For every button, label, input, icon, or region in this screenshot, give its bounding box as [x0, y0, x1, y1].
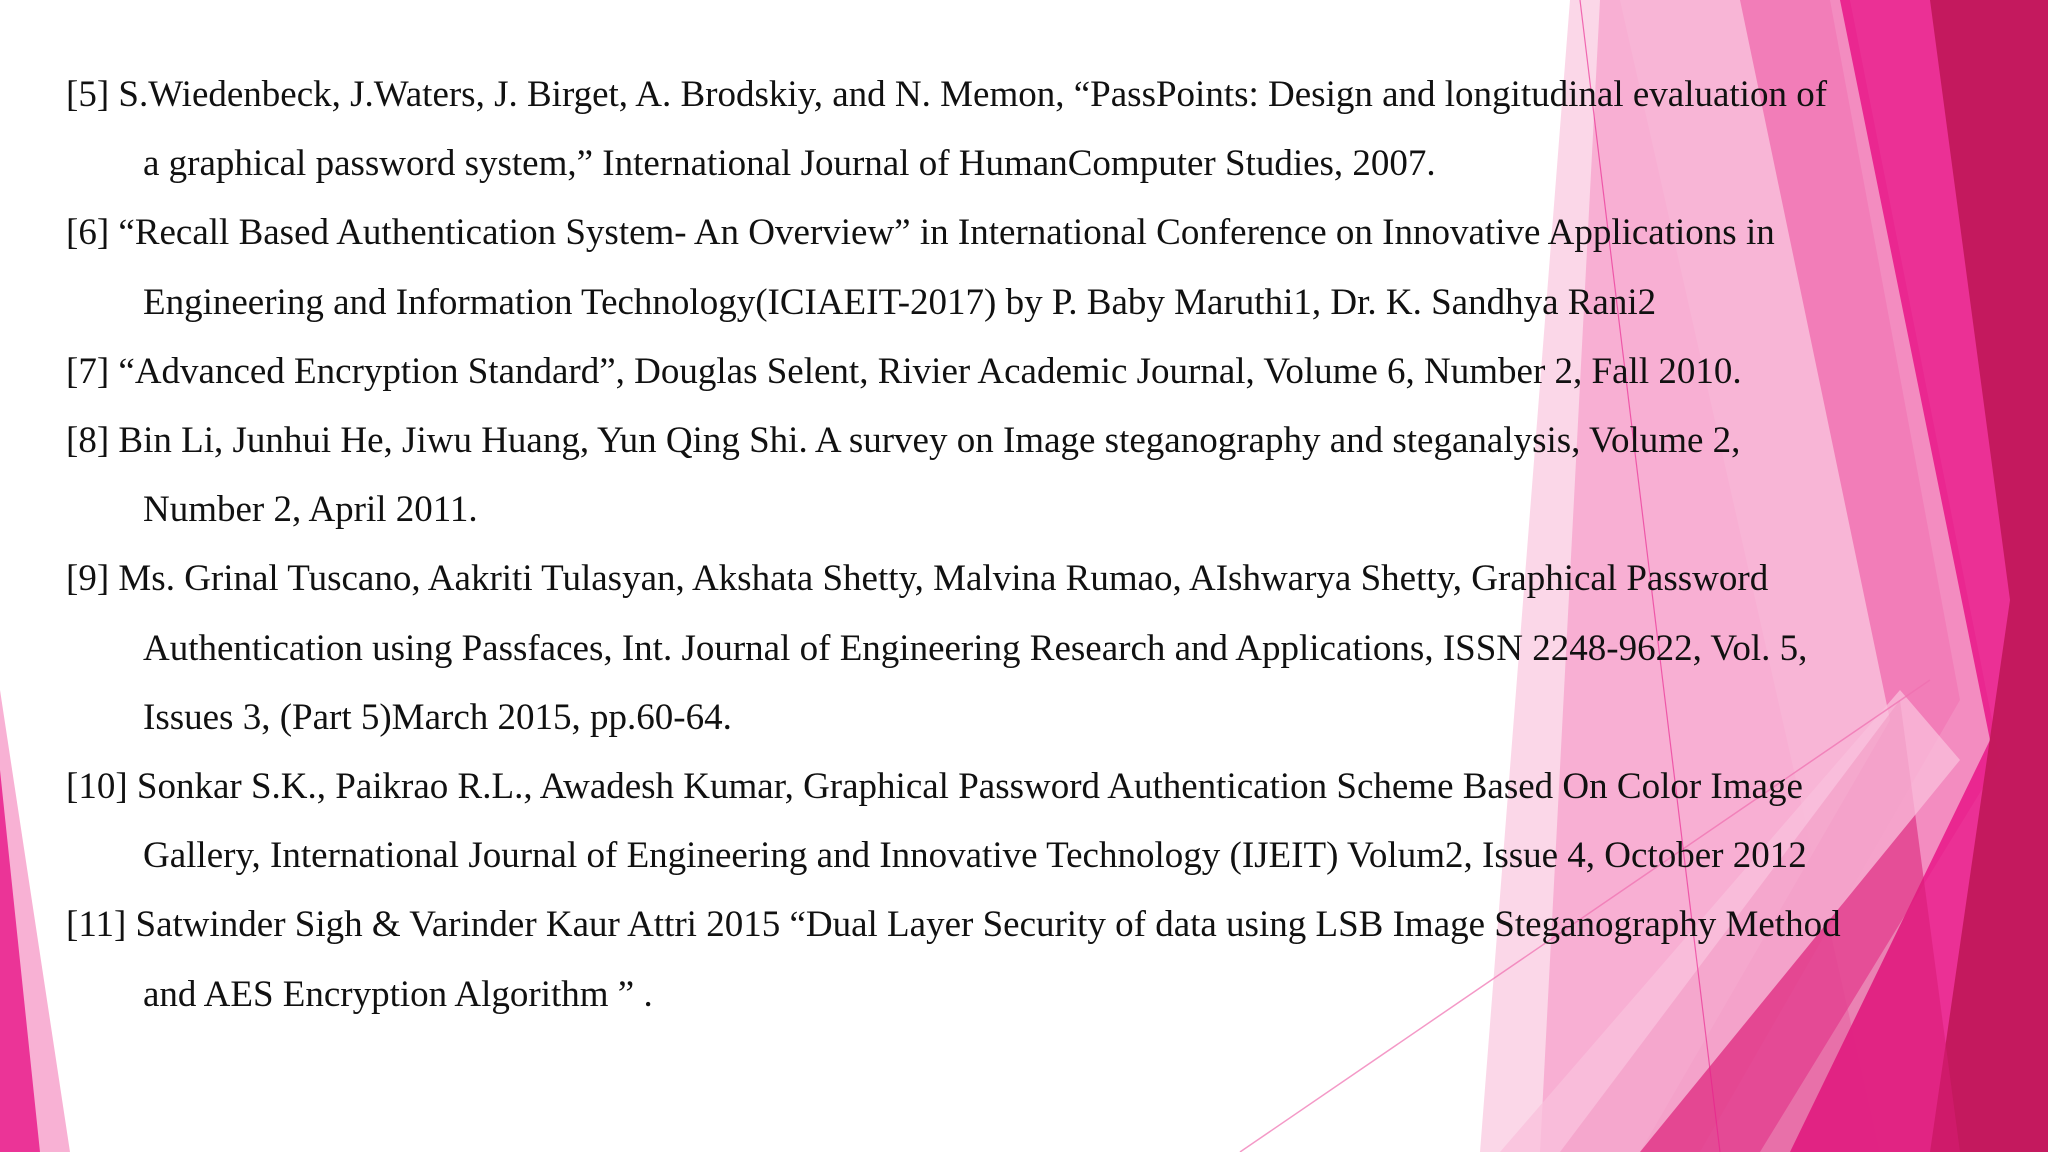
- reference-8-line-1: [8] Bin Li, Junhui He, Jiwu Huang, Yun Qing Shi. A survey on Image steganography and steganalysis, Volume 2,: [66, 420, 1741, 462]
- reference-10-line-1: [10] Sonkar S.K., Paikrao R.L., Awadesh Kumar, Graphical Password Authentication Scheme Based On Color Image: [66, 766, 1803, 808]
- reference-9-line-1: [9] Ms. Grinal Tuscano, Aakriti Tulasyan, Akshata Shetty, Malvina Rumao, AIshwarya Shetty, Graphical Password: [66, 558, 1769, 600]
- reference-6: [66, 198, 1986, 336]
- reference-11: [66, 890, 1986, 1028]
- reference-7-line-1: [7] “Advanced Encryption Standard”, Douglas Selent, Rivier Academic Journal, Volume 6, Number 2, Fall 2010.: [66, 350, 1742, 392]
- reference-9: [66, 544, 1986, 752]
- reference-10-line-2: Gallery, International Journal of Engineering and Innovative Technology (IJEIT) Volum2, Issue 4, October 2012: [143, 835, 1807, 877]
- reference-10: [66, 752, 1986, 890]
- reference-6-line-2: Engineering and Information Technology(ICIAEIT-2017) by P. Baby Maruthi1, Dr. K. Sandhya Rani2: [143, 281, 1657, 323]
- reference-9-line-2: Authentication using Passfaces, Int. Journal of Engineering Research and Applications, ISSN 2248-9622, Vol. 5,: [143, 627, 1808, 669]
- reference-9-line-3: Issues 3, (Part 5)March 2015, pp.60-64.: [143, 696, 732, 738]
- reference-8-line-2: Number 2, April 2011.: [143, 489, 478, 531]
- reference-6-line-1: [6] “Recall Based Authentication System- An Overview” in International Conference on Innovative Applications in: [66, 212, 1775, 254]
- reference-5: [66, 60, 1986, 198]
- reference-8: [66, 406, 1986, 544]
- reference-11-line-1: [11] Satwinder Sigh & Varinder Kaur Attri 2015 “Dual Layer Security of data using LSB Image Steganography Method: [66, 904, 1841, 946]
- reference-11-line-2: and AES Encryption Algorithm ” .: [143, 973, 653, 1015]
- references-list: [66, 60, 1986, 1029]
- reference-5-line-1: [5] S.Wiedenbeck, J.Waters, J. Birget, A. Brodskiy, and N. Memon, “PassPoints: Design and longitudinal evaluation of: [66, 74, 1828, 115]
- reference-7: [66, 337, 1986, 406]
- reference-5-line-2: a graphical password system,” International Journal of HumanComputer Studies, 2007.: [143, 143, 1436, 185]
